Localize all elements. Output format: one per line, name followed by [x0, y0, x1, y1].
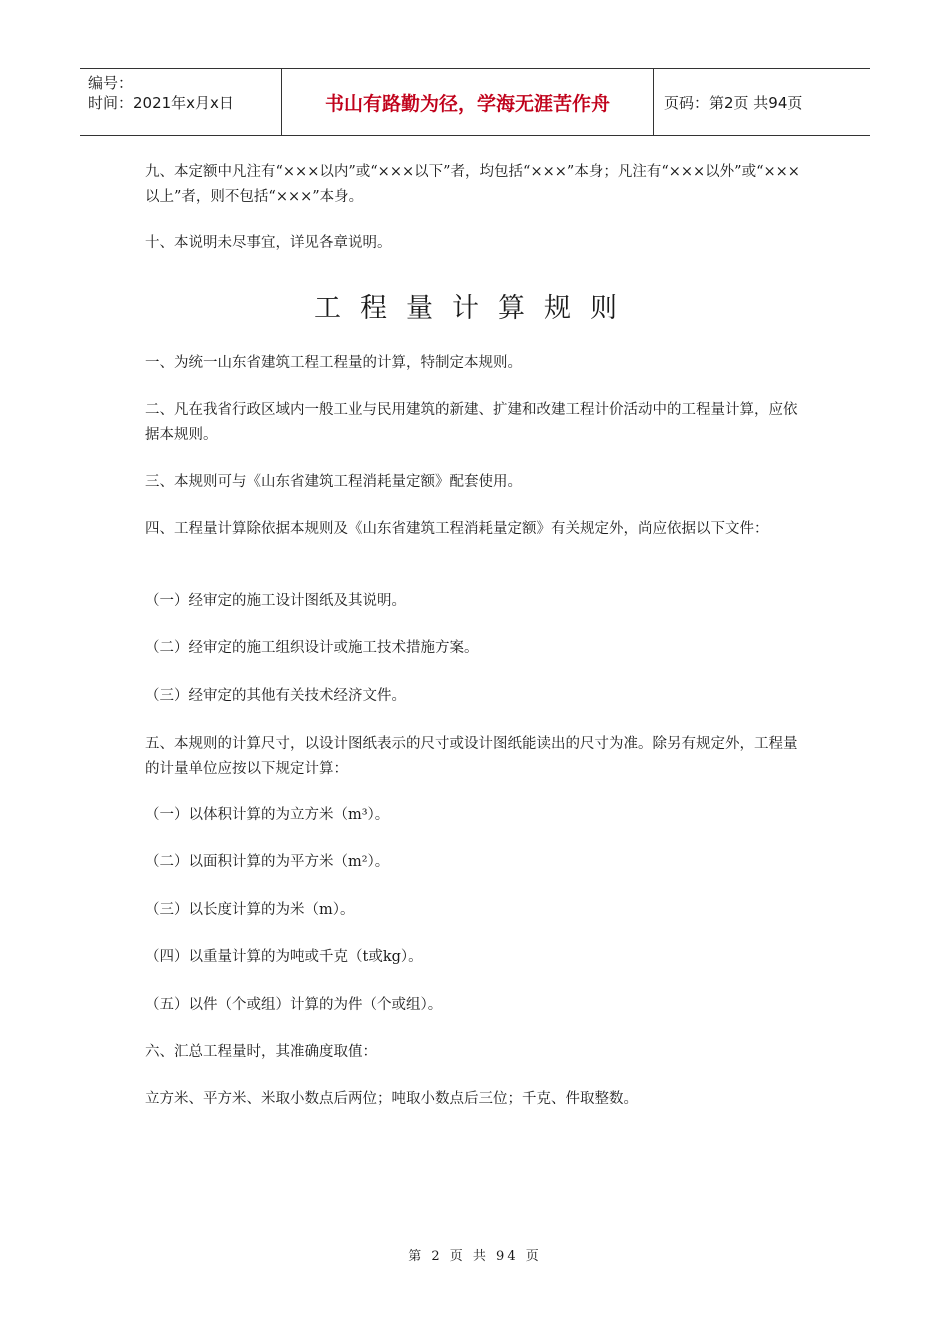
rule-3: 三、本规则可与《山东省建筑工程消耗量定额》配套使用。 — [145, 474, 522, 490]
page-footer: 第 2 页 共 94 页 — [408, 1249, 542, 1264]
section-title: 工程量计算规则 — [314, 293, 636, 324]
header-page-info: 页码：第2页 共94页 — [664, 93, 803, 112]
header-motto: 书山有路勤为径，学海无涯苦作舟 — [281, 69, 654, 135]
rule-5-item-5: （五）以件（个或组）计算的为件（个或组）。 — [145, 997, 443, 1013]
rule-2: 二、凡在我省行政区域内一般工业与民用建筑的新建、扩建和改建工程计价活动中的工程量计算，应依据本规则。 — [145, 402, 798, 443]
rule-1: 一、为统一山东省建筑工程工程量的计算，特制定本规则。 — [145, 355, 522, 371]
rule-5: 五、本规则的计算尺寸，以设计图纸表示的尺寸或设计图纸能读出的尺寸为准。除另有规定外，工程量的计量单位应按以下规定计算： — [145, 736, 798, 777]
document-date: 时间：2021年x月x日 — [88, 94, 234, 112]
rule-4-item-3: （三）经审定的其他有关技术经济文件。 — [145, 688, 406, 704]
page-header — [80, 68, 870, 136]
rule-5-item-4: （四）以重量计算的为吨或千克（t或kg）。 — [145, 949, 423, 965]
paragraph-nine: 九、本定额中凡注有“×××以内”或“×××以下”者，均包括“×××”本身；凡注有“×××以外”或“×××以上”者，则不包括“×××”本身。 — [145, 164, 800, 205]
rule-4-item-1: （一）经审定的施工设计图纸及其说明。 — [145, 593, 406, 609]
paragraph-ten: 十、本说明未尽事宜，详见各章说明。 — [145, 235, 392, 251]
document-number-label: 编号： — [88, 74, 134, 92]
rule-5-item-2: （二）以面积计算的为平方米（m²）。 — [145, 854, 390, 870]
rule-5-item-1: （一）以体积计算的为立方米（m³）。 — [145, 807, 390, 823]
rule-4-item-2: （二）经审定的施工组织设计或施工技术措施方案。 — [145, 640, 479, 656]
header-meta — [80, 69, 281, 135]
rule-4: 四、工程量计算除依据本规则及《山东省建筑工程消耗量定额》有关规定外，尚应依据以下文件： — [145, 521, 769, 537]
rule-6: 六、汇总工程量时，其准确度取值： — [145, 1044, 377, 1060]
rule-6-detail: 立方米、平方米、米取小数点后两位；吨取小数点后三位；千克、件取整数。 — [145, 1091, 638, 1107]
rule-5-item-3: （三）以长度计算的为米（m）。 — [145, 902, 355, 918]
